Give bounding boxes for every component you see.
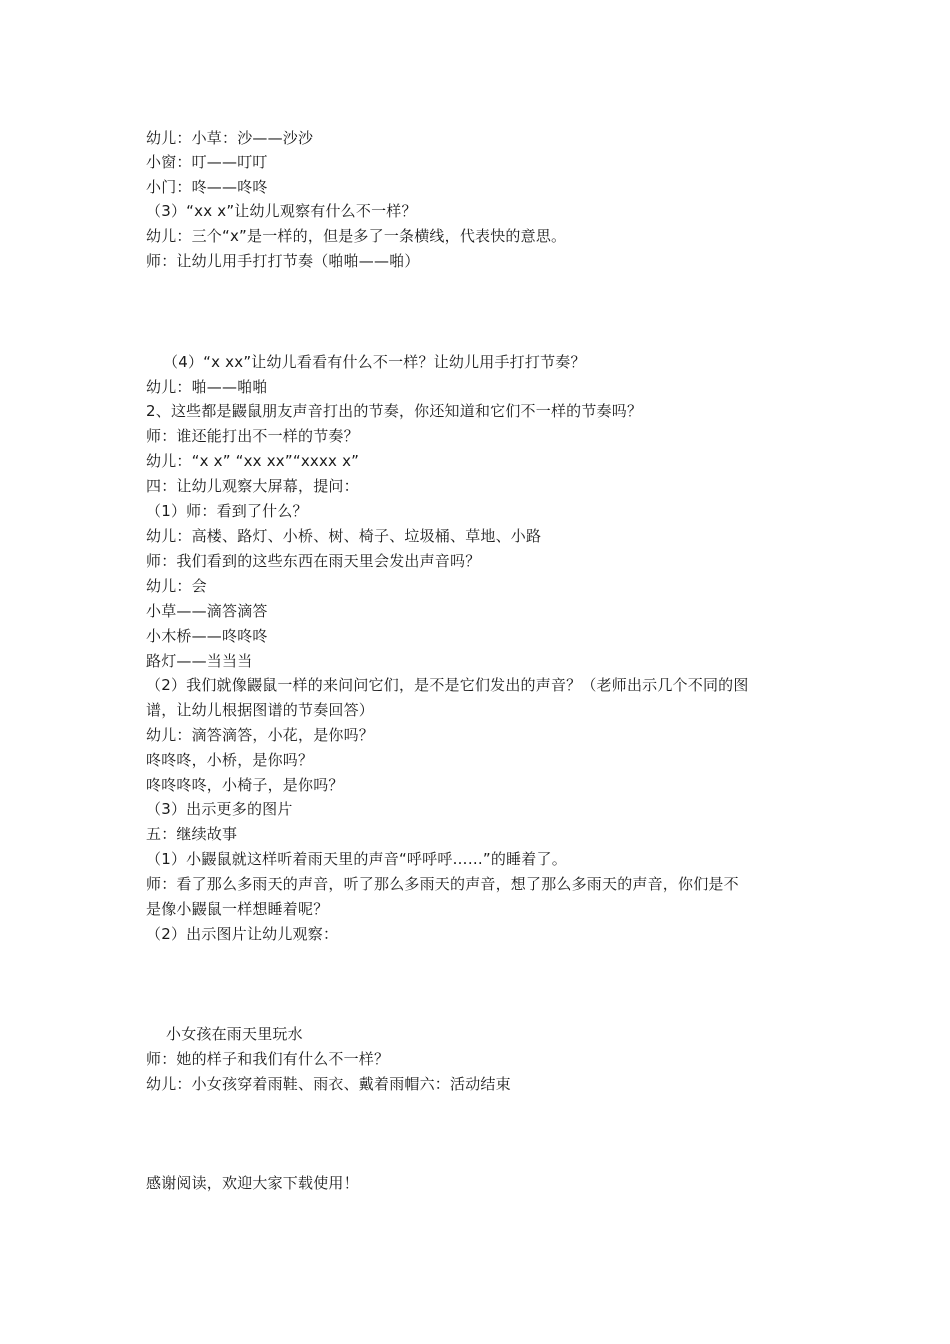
text-line: （2）出示图片让幼儿观察： <box>146 925 339 943</box>
text-line: 幼儿：滴答滴答，小花，是你吗？ <box>146 726 375 744</box>
text-line: 幼儿：小草：沙——沙沙 <box>146 129 314 147</box>
text-line: 师：谁还能打出不一样的节奏？ <box>146 427 359 445</box>
text-line: 小草——滴答滴答 <box>146 602 268 620</box>
text-line: （3）“xx x”让幼儿观察有什么不一样？ <box>146 202 417 220</box>
text-line: 四：让幼儿观察大屏幕，提问： <box>146 477 359 495</box>
text-line: 咚咚咚，小桥，是你吗？ <box>146 751 314 769</box>
text-line: （1）师：看到了什么？ <box>146 502 308 520</box>
text-line: 师：看了那么多雨天的声音，听了那么多雨天的声音，想了那么多雨天的声音，你们是不 <box>146 875 739 893</box>
text-line: 小门：咚——咚咚 <box>146 178 268 196</box>
text-line: 幼儿：会 <box>146 577 207 595</box>
text-line: 小女孩在雨天里玩水 <box>166 1025 303 1043</box>
closing-line: 感谢阅读，欢迎大家下载使用！ <box>146 1174 359 1192</box>
text-line: 是像小鼹鼠一样想睡着呢？ <box>146 900 329 918</box>
text-line: （2）我们就像鼹鼠一样的来问问它们，是不是它们发出的声音？（老师出示几个不同的图 <box>146 676 749 694</box>
text-line: （4）“x xx”让幼儿看看有什么不一样？让幼儿用手打打节奏？ <box>163 353 586 371</box>
text-line: 2、这些都是鼹鼠朋友声音打出的节奏，你还知道和它们不一样的节奏吗？ <box>146 402 643 420</box>
text-line: 师：我们看到的这些东西在雨天里会发出声音吗？ <box>146 552 481 570</box>
text-line: 幼儿：高楼、路灯、小桥、树、椅子、垃圾桶、草地、小路 <box>146 527 542 545</box>
text-line: 师：她的样子和我们有什么不一样？ <box>146 1050 390 1068</box>
text-line: 咚咚咚咚，小椅子，是你吗？ <box>146 776 344 794</box>
text-line: 幼儿：啪——啪啪 <box>146 378 268 396</box>
text-line: （1）小鼹鼠就这样听着雨天里的声音“呼呼呼……”的睡着了。 <box>146 850 567 868</box>
text-line: 小木桥——咚咚咚 <box>146 627 268 645</box>
text-line: 小窗：叮——叮叮 <box>146 153 268 171</box>
text-line: （3）出示更多的图片 <box>146 800 293 818</box>
text-line: 谱，让幼儿根据图谱的节奏回答） <box>146 701 375 719</box>
text-line: 师：让幼儿用手打打节奏（啪啪——啪） <box>146 252 420 270</box>
text-line: 幼儿：“x x” “xx xx”“xxxx x” <box>146 452 360 470</box>
text-line: 幼儿：三个“x”是一样的，但是多了一条横线，代表快的意思。 <box>146 227 567 245</box>
text-line: 幼儿：小女孩穿着雨鞋、雨衣、戴着雨帽六：活动结束 <box>146 1075 511 1093</box>
text-line: 五：继续故事 <box>146 825 238 843</box>
text-line: 路灯——当当当 <box>146 652 253 670</box>
